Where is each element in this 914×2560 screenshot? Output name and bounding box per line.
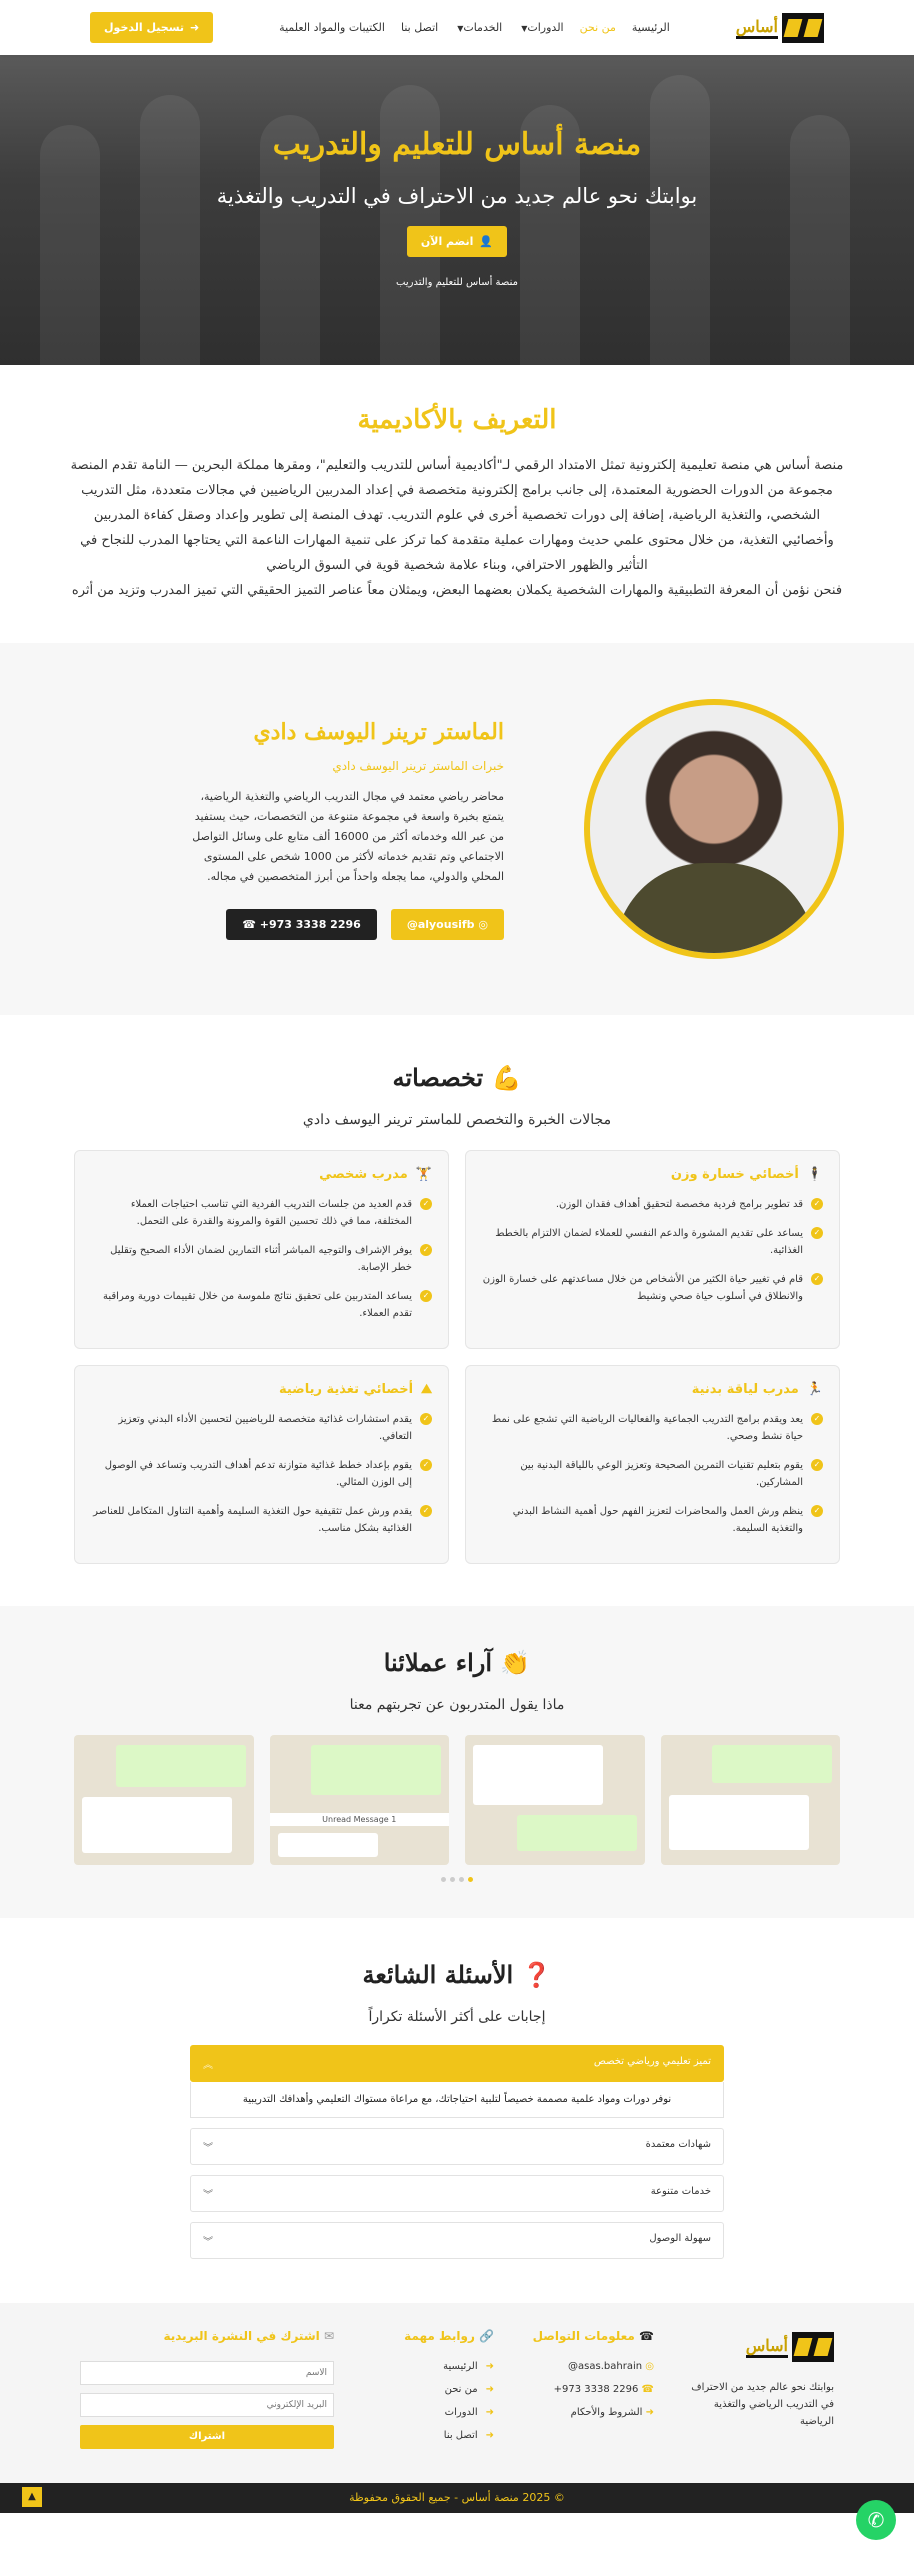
specialties-title (74, 1063, 840, 1092)
chat-bubble (82, 1797, 232, 1853)
reviews-carousel[interactable] (74, 1735, 840, 1865)
footer-link-courses[interactable] (364, 2407, 494, 2418)
runner-icon: 🏃 (806, 1382, 823, 1397)
list-item (482, 1411, 823, 1445)
chat-bubble (116, 1745, 246, 1787)
footer-link-text: الرئيسية (443, 2361, 478, 2372)
carousel-dot[interactable] (450, 1877, 455, 1882)
about-paragraph: منصة أساس هي منصة تعليمية إلكترونية تمثل الامتداد الرقمي لـ"أكاديمية أساس للتدريب والتعليم"، ومقرها مملكة البحرين — النامة تقدم المنصة مجموعة من الدورات الحضورية المعتمدة، إلى جانب برامج إلكترونية متخصصة في إعداد المدربين الرياضيين في مجالات متعددة، مثل التدريب الشخصي، والتغذية الرياضية، إضافة إلى دورات تخصصية أخرى في علوم التدريب. تهدف المنصة إلى تطوير وإعداد وصقل كفاءة المدربين وأخصائيي التغذية، من خلال محتوى علمي حديث ومهارات عملية متقدمة كما تركز على تنمية المهارات الناعمة التي يحتاجها المدرب للنجاح في التأثير والظهور الاحترافي، وبناء علامة شخصية قوية في السوق الرياضي (70, 458, 844, 573)
hero-caption: منصة أساس للتعليم والتدريب (396, 277, 518, 288)
list-item-text: ينظم ورش العمل والمحاضرات لتعزيز الفهم حول أهمية النشاط البدني والتغذية السليمة. (512, 1506, 803, 1534)
list-item (91, 1503, 432, 1537)
specialty-card-title (91, 1167, 432, 1182)
chat-bubble (473, 1745, 603, 1805)
list-item-text: قدم العديد من جلسات التدريب الفردية التي تناسب احتياجات العملاء المختلفة، مما في ذلك تحسين القوة والمرونة والقدرة على التحمل. (130, 1199, 412, 1227)
check-icon: ✓ (420, 1244, 432, 1256)
list-item (482, 1271, 823, 1305)
specialty-card-title (91, 1382, 432, 1397)
reviews-title-text: آراء عملائنا (383, 1648, 493, 1677)
phone-icon: ☎ (639, 2329, 654, 2343)
faq-question: خدمات متنوعة (650, 2186, 711, 2197)
list-item (482, 1503, 823, 1537)
specialties-grid (74, 1150, 840, 1564)
footer-email-text: asas.bahrain@ (568, 2361, 643, 2372)
list-item (482, 1196, 823, 1213)
check-icon: ✓ (420, 1505, 432, 1517)
footer-phone[interactable] (524, 2384, 654, 2395)
footer-about-text: بوابتك نحو عالم جديد من الاحتراف في التدريب الرياضي والتغذية الرياضية (691, 2382, 834, 2427)
unread-banner: 1 Unread Message (270, 1813, 450, 1826)
list-item (91, 1457, 432, 1491)
nav-item-home[interactable]: الرئيسية (631, 21, 670, 34)
check-icon: ✓ (811, 1273, 823, 1285)
review-screenshot (661, 1735, 841, 1865)
specialty-title-text: مدرب لياقة بدنية (691, 1382, 799, 1397)
faq-question: سهولة الوصول (649, 2233, 711, 2244)
phone-icon: ☎ (641, 2384, 654, 2395)
carousel-dot[interactable] (459, 1877, 464, 1882)
review-screenshot (465, 1735, 645, 1865)
footer-link-text: الدورات (444, 2407, 478, 2418)
nav-item-courses[interactable] (518, 21, 563, 34)
check-icon: ✓ (811, 1505, 823, 1517)
arrow-icon: ➜ (485, 2407, 494, 2418)
list-item-text: قام في تغيير حياة الكثير من الأشخاص من خلال مساعدتهم على خسارة الوزن والانطلاق في أسلوب حياة صحي ونشيط (482, 1274, 803, 1302)
logo-text: أساس (746, 2336, 788, 2358)
main-nav (279, 21, 670, 34)
specialty-title-text: أخصائي تغذية رياضية (278, 1382, 414, 1397)
reviews-section (0, 1606, 914, 1918)
check-icon: ✓ (420, 1290, 432, 1302)
footer-link-contact[interactable] (364, 2430, 494, 2441)
faq-title (190, 1960, 724, 1989)
list-item-text: يقوم بإعداد خطط غذائية متوازنة تدعم أهداف التدريب وتساعد في الوصول إلى الوزن المثالي. (104, 1460, 412, 1488)
about-paragraph-2: فنحن نؤمن أن المعرفة التطبيقية والمهارات الشخصية يكملان بعضهما البعض، ويمثلان معاً عناصر التميز الحقيقي التي تميز المدرب وتزيد من أثره (71, 583, 843, 598)
newsletter-email-input[interactable] (80, 2393, 334, 2417)
specialty-list (91, 1411, 432, 1537)
chevron-down-icon: ︾ (203, 2143, 213, 2154)
faq-answer: نوفر دورات ومواد علمية مصممة خصيصاً لتلبية احتياجاتك، مع مراعاة مستواك التعليمي وأهدافك التدريبية (190, 2082, 724, 2118)
specialty-card-personal-trainer (74, 1150, 449, 1349)
muscle-icon: 💪 (491, 1063, 522, 1092)
footer-link-text: من نحن (444, 2384, 478, 2395)
footer-about (684, 2329, 834, 2453)
trainer-info (70, 719, 544, 940)
nav-item-services[interactable] (454, 21, 502, 34)
check-icon: ✓ (811, 1198, 823, 1210)
list-item-text: قد تطوير برامج فردية مخصصة لتحقيق أهداف فقدان الوزن. (555, 1199, 803, 1210)
chevron-down-icon: ▼ (521, 24, 528, 33)
faq-item-2[interactable] (190, 2128, 724, 2165)
footer-links-title-text: روابط مهمة (404, 2329, 475, 2343)
list-item (91, 1242, 432, 1276)
faq-section (0, 1918, 914, 2303)
clap-icon: 👏 (500, 1648, 531, 1677)
carousel-dots (74, 1877, 840, 1882)
join-now-button[interactable] (407, 226, 507, 257)
footer-links-title (364, 2329, 494, 2343)
faq-item-4[interactable] (190, 2222, 724, 2259)
person-icon: 🕴 (806, 1167, 823, 1182)
check-icon: ✓ (811, 1459, 823, 1471)
faq-item-3[interactable] (190, 2175, 724, 2212)
instagram-icon: ◎ (645, 2361, 654, 2372)
reviews-title (74, 1648, 840, 1677)
login-icon: ➜ (190, 21, 200, 34)
faq-item-1[interactable] (190, 2045, 724, 2082)
back-to-top-button[interactable] (22, 2487, 42, 2507)
footer-link-text: اتصل بنا (443, 2430, 478, 2441)
chat-bubble (669, 1795, 809, 1850)
whatsapp-button[interactable] (856, 2500, 896, 2540)
nav-item-contact[interactable]: اتصل بنا (400, 21, 439, 34)
nav-item-booklets[interactable]: الكتيبات والمواد العلمية (279, 21, 385, 34)
hero-subtitle: بوابتك نحو عالم جديد من الاحتراف في التدريب والتغذية (216, 184, 698, 208)
footer-newsletter (80, 2329, 334, 2453)
logo-icon (782, 13, 824, 43)
trainer-buttons (70, 909, 504, 940)
list-item-text: يوفر الإشراف والتوجيه المباشر أثناء التمارين لضمان الأداء الصحيح وتقليل خطر الإصابة. (110, 1245, 412, 1273)
check-icon: ✓ (420, 1198, 432, 1210)
trainer-section (0, 643, 914, 1015)
chevron-up-icon: ▲ (28, 2491, 36, 2502)
whatsapp-icon: ✆ (867, 2508, 885, 2532)
list-item (482, 1225, 823, 1259)
list-item-text: يقوم بتعليم تقنيات التمرين الصحيحة وتعزيز الوعي باللياقة البدنية بين المشاركين. (520, 1460, 803, 1488)
question-icon: ❓ (521, 1960, 552, 1989)
newsletter-title-text: اشترك في النشرة البريدية (163, 2329, 320, 2343)
specialty-list (482, 1196, 823, 1305)
instagram-handle: alyousifb@ (406, 917, 475, 931)
newsletter-icon: ✉ (323, 2329, 334, 2343)
specialty-card-sports-nutrition (74, 1365, 449, 1564)
nav-item-services-label: الخدمات (463, 21, 503, 34)
faq-question: شهادات معتمدة (645, 2139, 711, 2150)
nutrition-icon: ⛰ (421, 1382, 432, 1397)
join-now-label: انضم الآن (420, 235, 474, 248)
chat-bubble (278, 1833, 378, 1857)
specialty-title-text: أخصائي خسارة وزن (670, 1167, 799, 1182)
top-navbar (0, 0, 914, 55)
specialties-section (0, 1015, 914, 1606)
list-item-text: يقدم استشارات غذائية متخصصة للرياضيين لتحسين الأداء البدني وتعزيز التعافي. (118, 1414, 412, 1442)
faq-title-text: الأسئلة الشائعة (362, 1960, 514, 1989)
copyright-text: © 2025 منصة أساس - جميع الحقوق محفوظة (349, 2491, 565, 2504)
list-item (91, 1196, 432, 1230)
trainer-photo-shirt (615, 863, 815, 953)
chat-bubble (311, 1745, 441, 1795)
list-item (482, 1457, 823, 1491)
list-item-text: يساعد المتدربين على تحقيق نتائج ملموسة من خلال تقييمات دورية ومراقبة تقدم العملاء. (103, 1291, 412, 1319)
logo-icon (792, 2332, 834, 2362)
footer-links (364, 2329, 494, 2453)
list-item-text: يعد ويقدم برامج التدريب الجماعية والفعاليات الرياضية التي تشجع على نمط حياة نشط وصحي. (491, 1414, 803, 1442)
specialty-title-text: مدرب شخصي (319, 1167, 408, 1182)
login-button[interactable] (90, 12, 213, 43)
hero-content (0, 55, 914, 288)
specialty-list (91, 1196, 432, 1322)
list-item (91, 1288, 432, 1322)
newsletter-name-input[interactable] (80, 2361, 334, 2385)
nav-item-courses-label: الدورات (527, 21, 564, 34)
faq-list (190, 2045, 724, 2259)
list-item-text: يساعد على تقديم المشورة والدعم النفسي للعملاء لضمان الالتزام بالخطط الغذائية. (495, 1228, 803, 1256)
trainer-name: الماستر ترينر اليوسف دادي (253, 718, 504, 745)
faq-question: تميز تعليمي ورياضي تخصص (593, 2056, 711, 2067)
about-section (0, 365, 914, 643)
trainer-photo (584, 699, 844, 959)
arrow-icon: ➜ (485, 2430, 494, 2441)
logo-text: أساس (736, 17, 778, 39)
review-screenshot (270, 1735, 450, 1865)
specialty-card-fitness-trainer (465, 1365, 840, 1564)
carousel-dot[interactable] (468, 1877, 473, 1882)
hero-title: منصة أساس للتعليم والتدريب (272, 127, 642, 162)
check-icon: ✓ (811, 1413, 823, 1425)
chevron-up-icon: ︽ (203, 2060, 213, 2071)
footer-terms[interactable] (524, 2407, 654, 2418)
faq-lead: إجابات على أكثر الأسئلة تكراراً (368, 2009, 546, 2025)
phone-button[interactable] (226, 909, 377, 940)
phone-number: +973 3338 2296 (259, 917, 361, 931)
footer-terms-text: الشروط والأحكام (570, 2407, 643, 2418)
list-item (91, 1411, 432, 1445)
trainer-bio: محاضر رياضي معتمد في مجال التدريب الرياضي والتغذية الرياضية، يتمتع بخبرة واسعة في مجموعة متنوعة من التخصصات، حيث يستفيد من عبر الله وخدماته أكثر من 16000 ألف متابع على وسائل التواصل الاجتماعي وتم تقديم خدماته لأكثر من 1000 شخص على المستوى المحلي والدولي، مما يجعله واحداً من أبرز المتخصصين في مجاله. (192, 789, 504, 883)
user-icon: 👤 (479, 235, 494, 248)
chevron-down-icon: ︾ (203, 2237, 213, 2248)
footer-phone-text: +973 3338 2296 (553, 2384, 639, 2395)
chat-bubble (712, 1745, 832, 1783)
footer (0, 2303, 914, 2483)
hero-section (0, 55, 914, 365)
nav-item-about[interactable]: من نحن (579, 21, 616, 34)
specialty-card-title (482, 1382, 823, 1397)
instagram-icon: ◎ (478, 917, 488, 931)
phone-icon: ☎ (242, 917, 256, 931)
footer-contact-title-text: معلومات التواصل (532, 2329, 635, 2343)
reviews-lead: ماذا يقول المتدربون عن تجربتهم معنا (349, 1697, 565, 1713)
footer-logo[interactable] (684, 2329, 834, 2365)
arrow-icon: ➜ (485, 2361, 494, 2372)
specialty-card-weight-loss (465, 1150, 840, 1349)
copyright-bar (0, 2483, 914, 2513)
newsletter-title (80, 2329, 334, 2343)
chevron-down-icon: ︾ (203, 2190, 213, 2201)
dumbbell-icon: 🏋 (415, 1167, 432, 1182)
footer-link-about[interactable] (364, 2384, 494, 2395)
check-icon: ✓ (420, 1459, 432, 1471)
footer-contact-title (524, 2329, 654, 2343)
review-screenshot (74, 1735, 254, 1865)
check-icon: ✓ (811, 1227, 823, 1239)
chevron-down-icon: ▼ (457, 24, 464, 33)
subscribe-button[interactable]: اشتراك (80, 2425, 334, 2449)
footer-contact (524, 2329, 654, 2453)
specialty-list (482, 1411, 823, 1537)
arrow-icon: ➜ (645, 2407, 654, 2418)
carousel-dot[interactable] (441, 1877, 446, 1882)
specialty-card-title (482, 1167, 823, 1182)
login-label: تسجيل الدخول (104, 21, 185, 34)
site-logo[interactable] (736, 10, 824, 46)
footer-email[interactable] (524, 2361, 654, 2372)
instagram-button[interactable] (391, 909, 504, 940)
check-icon: ✓ (420, 1413, 432, 1425)
about-title: التعريف بالأكاديمية (357, 405, 557, 435)
link-icon: 🔗 (479, 2329, 494, 2343)
footer-link-home[interactable] (364, 2361, 494, 2372)
list-item-text: يقدم ورش عمل تثقيفية حول التغذية السليمة وأهمية التناول المتكامل للعناصر الغذائية بشكل مناسب. (93, 1506, 412, 1534)
specialties-lead: مجالات الخبرة والتخصص للماستر ترينر اليوسف دادي (302, 1112, 612, 1128)
trainer-subtitle: خبرات الماستر ترينر اليوسف دادي (332, 758, 504, 773)
specialties-title-text: تخصصاته (392, 1063, 484, 1092)
arrow-icon: ➜ (485, 2384, 494, 2395)
chat-bubble (517, 1815, 637, 1851)
